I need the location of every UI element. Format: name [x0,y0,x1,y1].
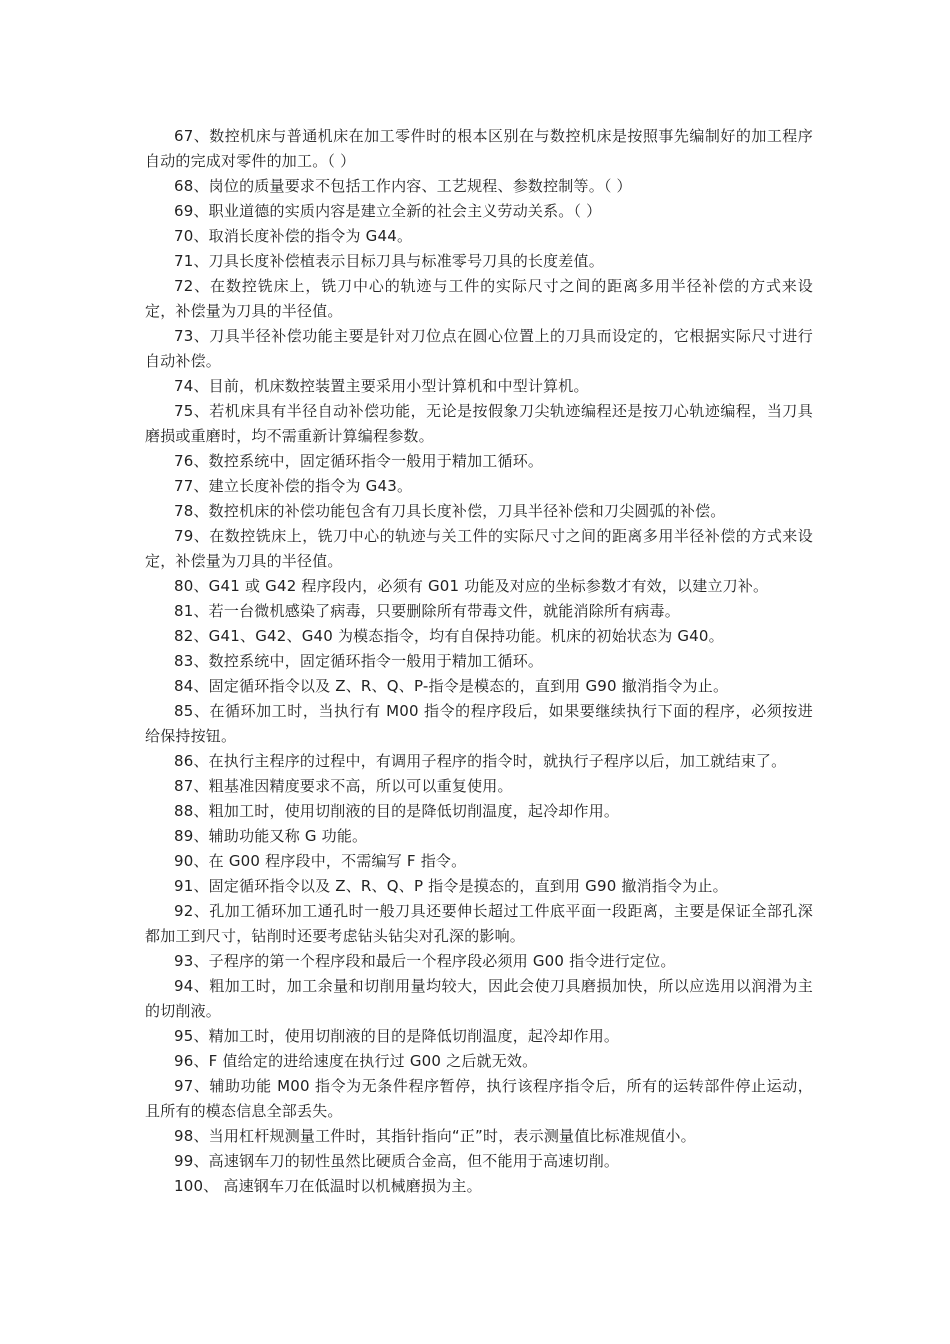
question-item: 84、固定循环指令以及 Z、R、Q、P-指令是模态的，直到用 G90 撤消指令为止。 [174,677,729,695]
question-item: 77、建立长度补偿的指令为 G43。 [174,477,413,495]
question-item: 85、在循环加工时，当执行有 M00 指令的程序段后，如果要继续执行下面的程序，必须按进给保持按钮。 [145,702,813,745]
question-item: 100、 高速钢车刀在低温时以机械磨损为主。 [174,1177,482,1195]
question-item: 89、辅助功能又称 G 功能。 [174,827,368,845]
question-item: 91、固定循环指令以及 Z、R、Q、P 指令是摸态的，直到用 G90 撤消指令为止。 [174,877,728,895]
question-item: 99、高速钢车刀的韧性虽然比硬质合金高，但不能用于高速切削。 [174,1152,620,1170]
question-item: 88、粗加工时，使用切削液的目的是降低切削温度，起冷却作用。 [174,802,620,820]
question-item: 93、子程序的第一个程序段和最后一个程序段必须用 G00 指令进行定位。 [174,952,676,970]
question-item: 79、在数控铣床上，铣刀中心的轨迹与关工件的实际尺寸之间的距离多用半径补偿的方式来设定，补偿量为刀具的半径值。 [145,527,813,570]
question-item: 70、取消长度补偿的指令为 G44。 [174,227,413,245]
question-item: 97、辅助功能 M00 指令为无条件程序暂停，执行该程序指令后，所有的运转部件停止运动，且所有的模态信息全部丢失。 [145,1077,813,1120]
question-item: 69、职业道德的实质内容是建立全新的社会主义劳动关系。（ ） [174,202,602,220]
question-item: 95、精加工时，使用切削液的目的是降低切削温度，起冷却作用。 [174,1027,620,1045]
question-list [145,124,813,1199]
question-item: 92、孔加工循环加工通孔时一般刀具还要伸长超过工件底平面一段距离，主要是保证全部孔深都加工到尺寸，钻削时还要考虑钻头钻尖对孔深的影响。 [145,902,813,945]
question-item: 86、在执行主程序的过程中，有调用子程序的指令时，就执行子程序以后，加工就结束了。 [174,752,787,770]
question-item: 72、在数控铣床上，铣刀中心的轨迹与工件的实际尺寸之间的距离多用半径补偿的方式来设定，补偿量为刀具的半径值。 [145,277,813,320]
question-item: 74、目前，机床数控装置主要采用小型计算机和中型计算机。 [174,377,589,395]
question-item: 98、当用杠杆规测量工件时，其指针指向“正”时，表示测量值比标准规值小。 [174,1127,696,1145]
question-item: 81、若一台微机感染了病毒，只要删除所有带毒文件，就能消除所有病毒。 [174,602,680,620]
question-item: 90、在 G00 程序段中，不需编写 F 指令。 [174,852,467,870]
question-item: 80、G41 或 G42 程序段内，必须有 G01 功能及对应的坐标参数才有效，以建立刀补。 [174,577,769,595]
question-item: 75、若机床具有半径自动补偿功能，无论是按假象刀尖轨迹编程还是按刀心轨迹编程，当刀具磨损或重磨时，均不需重新计算编程参数。 [145,402,813,445]
question-item: 71、刀具长度补偿植表示目标刀具与标准零号刀具的长度差值。 [174,252,604,270]
question-item: 82、G41、G42、G40 为模态指令，均有自保持功能。机床的初始状态为 G40。 [174,627,724,645]
question-item: 76、数控系统中，固定循环指令一般用于精加工循环。 [174,452,544,470]
question-item: 78、数控机床的补偿功能包含有刀具长度补偿，刀具半径补偿和刀尖圆弧的补偿。 [174,502,726,520]
question-item: 94、粗加工时，加工余量和切削用量均较大，因此会使刀具磨损加快，所以应选用以润滑为主的切削液。 [145,977,813,1020]
question-item: 83、数控系统中，固定循环指令一般用于精加工循环。 [174,652,544,670]
question-item: 96、F 值给定的进给速度在执行过 G00 之后就无效。 [174,1052,538,1070]
question-item: 67、数控机床与普通机床在加工零件时的根本区别在与数控机床是按照事先编制好的加工程序自动的完成对零件的加工。（ ） [145,127,813,170]
question-item: 87、粗基准因精度要求不高，所以可以重复使用。 [174,777,513,795]
question-item: 68、岗位的质量要求不包括工作内容、工艺规程、参数控制等。（ ） [174,177,632,195]
question-item: 73、刀具半径补偿功能主要是针对刀位点在圆心位置上的刀具而设定的，它根据实际尺寸进行自动补偿。 [145,327,813,370]
